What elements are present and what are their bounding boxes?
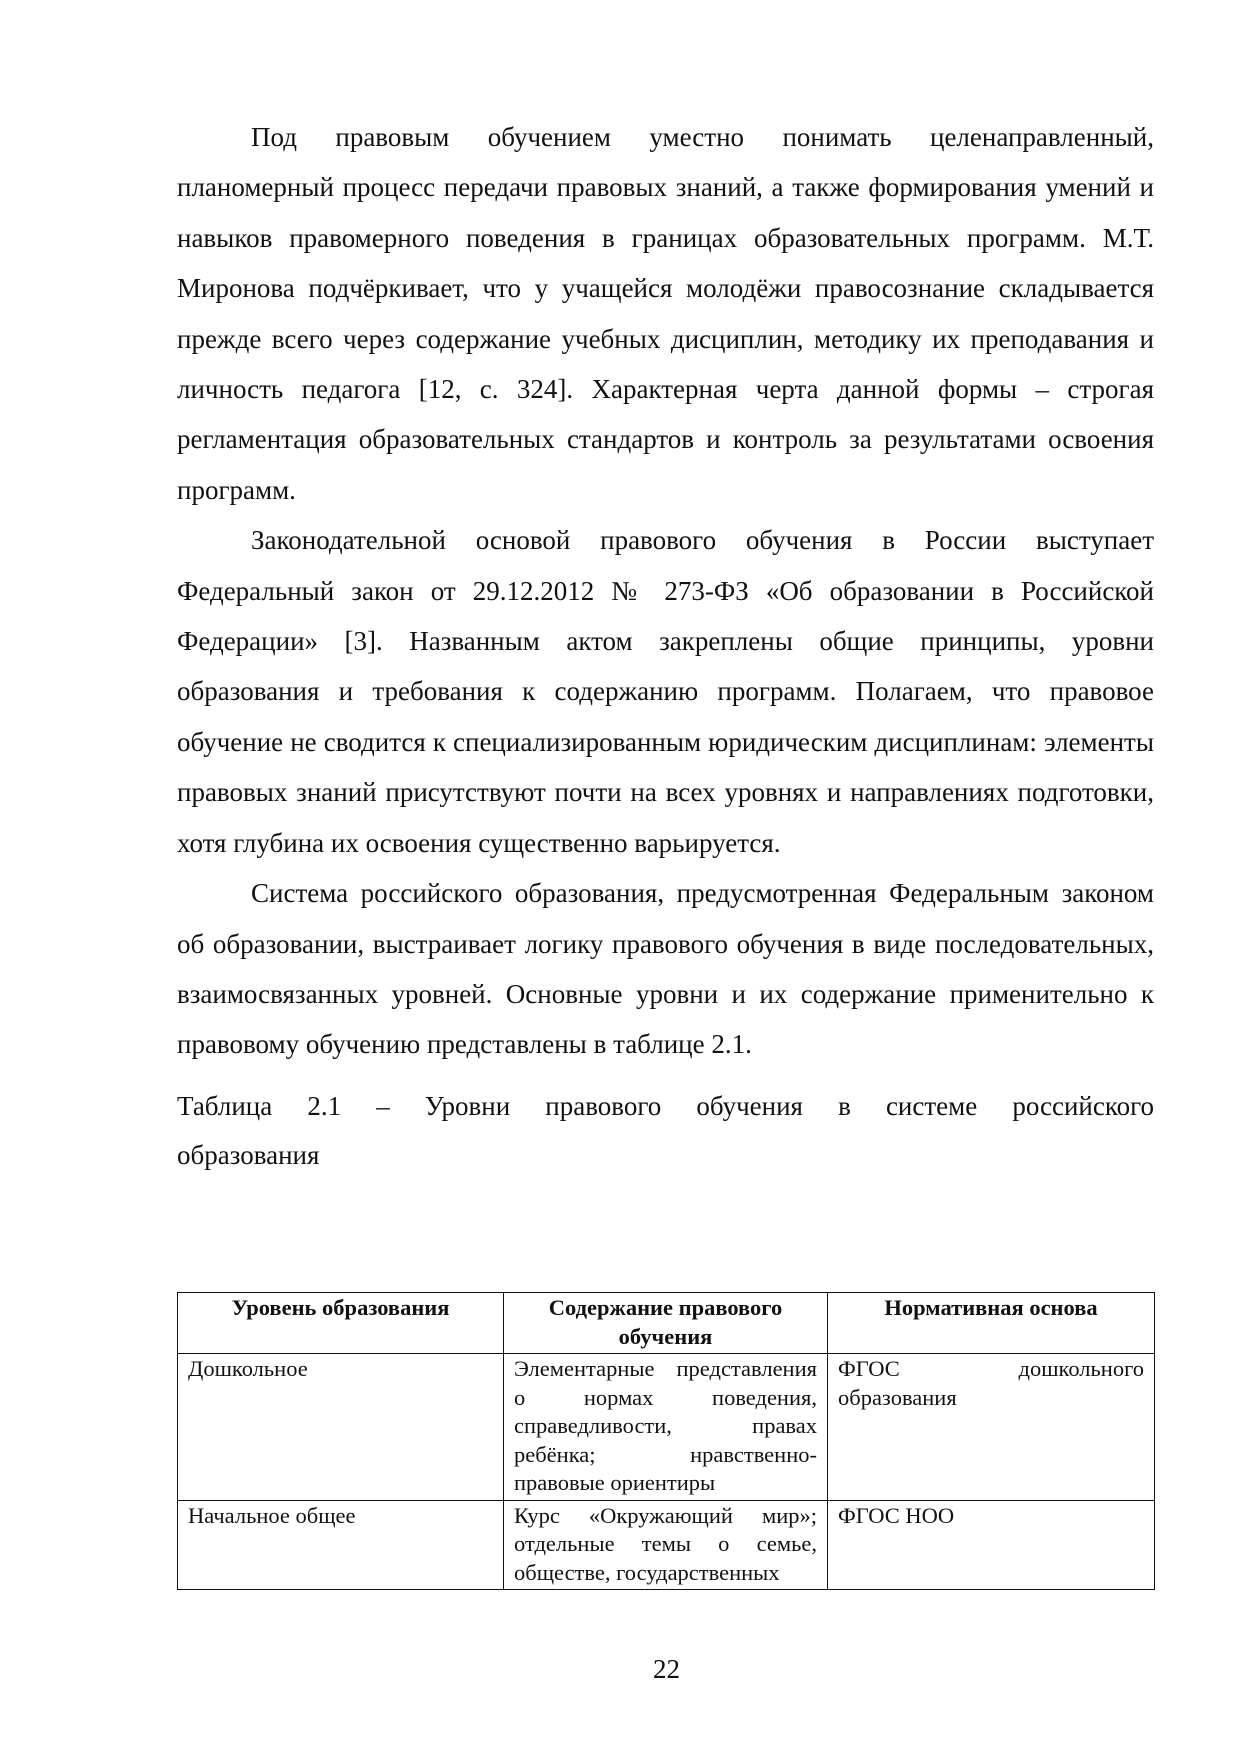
cell-level: Дошкольное (178, 1354, 504, 1501)
table-caption-line-1: Таблица 2.1 – Уровни правового обучения в системе российского (177, 1090, 1154, 1121)
cell-legal-basis: ФГОС НОО (828, 1500, 1155, 1590)
header-level: Уровень образования (178, 1293, 504, 1354)
table-row (178, 1354, 1155, 1501)
table-header-row (178, 1293, 1155, 1354)
table-row (178, 1500, 1155, 1590)
education-levels-table (177, 1292, 1155, 1590)
cell-content: Элементарные представления о нормах поведения, справедливости, правах ребёнка; нравственно-правовые ориентиры (504, 1354, 828, 1501)
page-number: 22 (653, 1654, 680, 1684)
cell-legal-basis: ФГОС дошкольного образования (828, 1354, 1155, 1501)
table-caption-line-2: образования (177, 1139, 320, 1170)
body-text (177, 112, 1154, 1180)
paragraph-3: Система российского образования, предусмотренная Федеральным законом об образовании, выстраивает логику правового обучения в виде последовательных, взаимосвязанных уровней. Основные уровни и их содержание применительно к правовому обучению представлены в таблице 2.1. (177, 878, 1154, 1060)
paragraph-2: Законодательной основой правового обучения в России выступает Федеральный закон от 29.12.2012 № 273-ФЗ «Об образовании в Российской Федерации» [3]. Названным актом закреплены общие принципы, уровни образования и требования к содержанию программ. Полагаем, что правовое обучение не сводится к специализированным юридическим дисциплинам: элементы правовых знаний присутствуют почти на всех уровнях и направлениях подготовки, хотя глубина их освоения существенно варьируется. (177, 525, 1154, 858)
cell-content: Курс «Окружающий мир»; отдельные темы о семье, обществе, государственных (504, 1500, 828, 1590)
header-content: Содержание правового обучения (504, 1293, 828, 1354)
table-caption (177, 1082, 1154, 1180)
paragraph-1: Под правовым обучением уместно понимать целенаправленный, планомерный процесс передачи правовых знаний, а также формирования умений и навыков правомерного поведения в границах образовательных программ. М.Т. Миронова подчёркивает, что у учащейся молодёжи правосознание складывается прежде всего через содержание учебных дисциплин, методику их преподавания и личность педагога [12, с. 324]. Характерная черта данной формы – строгая регламентация образовательных стандартов и контроль за результатами освоения программ. (177, 122, 1154, 505)
cell-level: Начальное общее (178, 1500, 504, 1590)
header-legal-basis: Нормативная основа (828, 1293, 1155, 1354)
